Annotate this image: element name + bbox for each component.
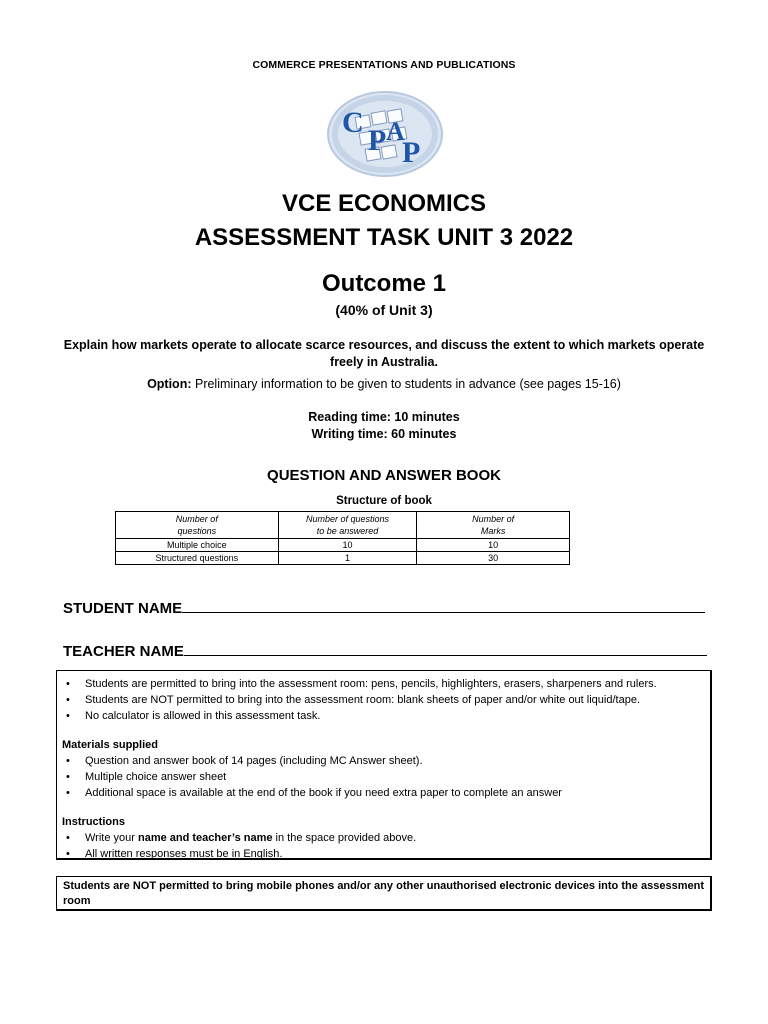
logo-letter-c: C	[342, 106, 364, 139]
table-header-cell: Number of questions	[116, 512, 279, 539]
logo-letter-p: P	[368, 124, 387, 157]
table-header-cell: Number of Marks	[417, 512, 570, 539]
table-cell: 10	[417, 539, 570, 552]
page-title-line-2: ASSESSMENT TASK UNIT 3 2022	[194, 224, 574, 251]
table-cell: Structured questions	[116, 552, 279, 565]
list-item: • Write your name and teacher’s name in the space provided above.	[62, 830, 705, 846]
writing-time: Writing time: 60 minutes	[311, 427, 457, 441]
teacher-name-field[interactable]	[184, 641, 707, 656]
table-cell: Multiple choice	[116, 539, 279, 552]
option-label: Option:	[147, 377, 192, 391]
teacher-name-line	[63, 641, 708, 660]
materials-heading: Materials supplied	[62, 739, 158, 751]
structure-title: Structure of book	[336, 495, 432, 507]
structure-table	[115, 511, 570, 565]
rules-box	[56, 670, 712, 860]
list-item: • No calculator is allowed in this assessment task.	[62, 708, 705, 724]
table-row	[116, 552, 570, 565]
instructions-heading: Instructions	[62, 816, 125, 828]
instructions-list	[62, 830, 705, 862]
table-row	[116, 539, 570, 552]
book-title: QUESTION AND ANSWER BOOK	[267, 467, 501, 484]
list-item: • Question and answer book of 14 pages (including MC Answer sheet).	[62, 753, 705, 769]
reading-time: Reading time: 10 minutes	[308, 410, 460, 424]
list-item: • Additional space is available at the end of the book if you need extra paper to complete an answer	[62, 785, 705, 801]
list-item: • Multiple choice answer sheet	[62, 769, 705, 785]
student-name-line	[63, 598, 708, 617]
logo-letter-p2: P	[402, 136, 421, 169]
teacher-name-label: TEACHER NAME	[63, 643, 184, 660]
outcome-description: Explain how markets operate to allocate scarce resources, and discuss the extent to which markets operate freely in Australia.	[63, 338, 705, 369]
student-name-field[interactable]	[182, 598, 705, 613]
logo-letter-a: A	[386, 117, 405, 146]
table-cell: 1	[278, 552, 417, 565]
materials-list	[62, 753, 705, 801]
student-name-label: STUDENT NAME	[63, 600, 183, 617]
option-text: Preliminary information to be given to students in advance (see pages 15-16)	[194, 377, 621, 391]
option-line	[0, 377, 768, 391]
outcome-weight: (40% of Unit 3)	[335, 302, 433, 318]
table-header-cell: Number of questions to be answered	[278, 512, 417, 539]
table-cell: 10	[278, 539, 417, 552]
outcome-heading: Outcome 1	[321, 270, 447, 297]
list-item: • Students are NOT permitted to bring into the assessment room: blank sheets of paper and/or white out liquid/tape.	[62, 692, 705, 708]
list-item: • Students are permitted to bring into the assessment room: pens, pencils, highlighters, erasers, sharpeners and rulers.	[62, 676, 705, 692]
list-item: • All written responses must be in English.	[62, 846, 705, 862]
publisher-name: COMMERCE PRESENTATIONS AND PUBLICATIONS	[252, 59, 516, 71]
cpap-logo	[326, 90, 444, 178]
table-cell: 30	[417, 552, 570, 565]
table-header-row	[116, 512, 570, 539]
permission-list	[62, 676, 705, 724]
page-title-line-1: VCE ECONOMICS	[281, 190, 487, 217]
mobile-phone-warning: Students are NOT permitted to bring mobile phones and/or any other unauthorised electronic devices into the assessment room	[56, 876, 712, 911]
